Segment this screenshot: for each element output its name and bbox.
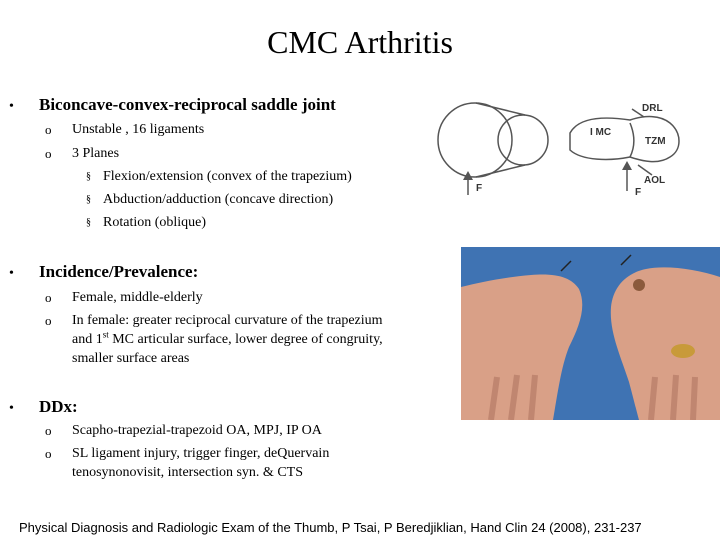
sphere-large-shape	[438, 103, 512, 177]
sub-marker: o	[45, 313, 52, 328]
joint-line	[630, 123, 634, 157]
age-spot-shape	[633, 279, 645, 291]
label-force-left: F	[476, 183, 483, 194]
list-item-text	[72, 311, 383, 368]
list-item-text: Scapho-trapezial-trapezoid OA, MPJ, IP OA	[72, 423, 322, 438]
bullet-marker: •	[9, 266, 14, 281]
section-heading-ddx: DDx:	[39, 397, 78, 416]
list-item-line: and 1	[72, 332, 103, 347]
hands-illustration	[461, 247, 720, 420]
section-heading-incidence: Incidence/Prevalence:	[39, 262, 199, 281]
subsub-marker: §	[86, 171, 91, 182]
bullet-marker: •	[9, 99, 14, 114]
superscript: st	[102, 329, 109, 340]
list-item-text: Female, middle-elderly	[72, 290, 203, 305]
section-heading-saddle-joint: Biconcave-convex-reciprocal saddle joint	[39, 95, 336, 114]
sphere-small-shape	[498, 115, 548, 165]
label-tzm: TZM	[645, 136, 666, 147]
force-arrow-head	[622, 161, 632, 170]
label-imc: I MC	[590, 127, 612, 138]
sub-list-item-text: Rotation (oblique)	[103, 215, 207, 230]
sub-list-item-text: Flexion/extension (convex of the trapezium)	[103, 169, 352, 184]
sub-marker: o	[45, 290, 52, 305]
ring-shape	[671, 344, 695, 358]
subsub-marker: §	[86, 194, 91, 205]
list-item-text: Unstable , 16 ligaments	[72, 122, 205, 137]
list-item-text	[72, 444, 329, 482]
subsub-marker: §	[86, 217, 91, 228]
label-drl: DRL	[642, 103, 663, 114]
list-item-line: MC articular surface, lower degree of congruity,	[108, 332, 383, 347]
list-item-line: SL ligament injury, trigger finger, deQuervain	[72, 446, 330, 461]
sub-marker: o	[45, 423, 52, 438]
list-item-line: tenosynonovisit, intersection syn. & CTS	[72, 465, 303, 480]
hands-photo	[461, 247, 720, 420]
list-item-text: 3 Planes	[72, 146, 120, 161]
slide-title: CMC Arthritis	[267, 24, 453, 60]
citation-footer: Physical Diagnosis and Radiologic Exam of the Thumb, P Tsai, P Beredjiklian, Hand Clin 24 (2008), 231-237	[19, 520, 642, 535]
sub-marker: o	[45, 122, 52, 137]
cmc-joint-diagram	[430, 95, 710, 205]
list-item-line: In female: greater reciprocal curvature of the trapezium	[72, 313, 383, 328]
sub-marker: o	[45, 146, 52, 161]
bullet-marker: •	[9, 401, 14, 416]
sub-marker: o	[45, 446, 52, 461]
sub-list-item-text: Abduction/adduction (concave direction)	[103, 192, 334, 207]
ligament-line	[638, 165, 652, 175]
label-aol: AOL	[644, 175, 666, 186]
list-item-line: smaller surface areas	[72, 351, 190, 366]
label-force-right: F	[635, 187, 642, 198]
